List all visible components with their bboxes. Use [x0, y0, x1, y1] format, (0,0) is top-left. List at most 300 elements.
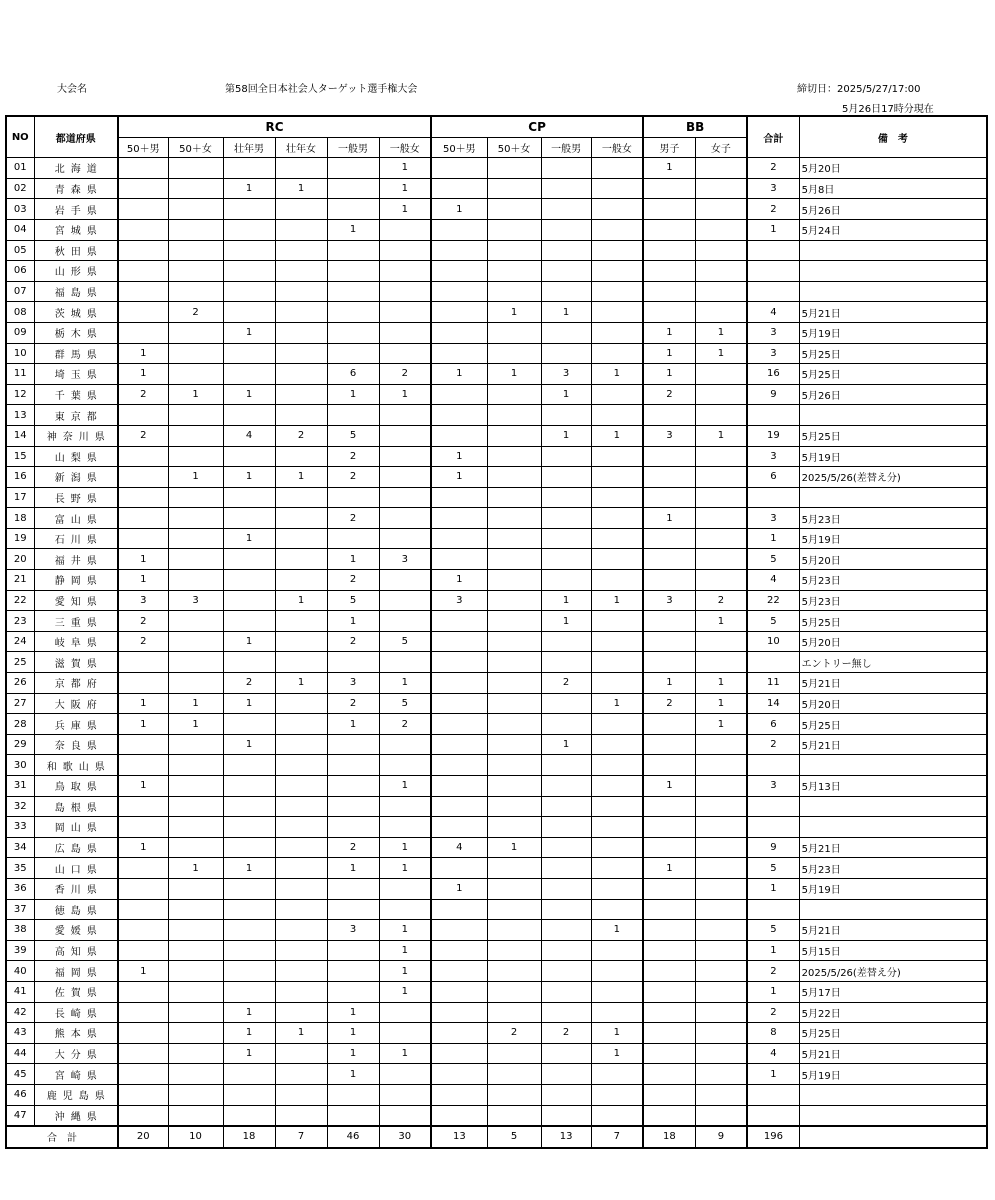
entry-count-cell: [541, 570, 591, 591]
entry-count-cell: [541, 776, 591, 797]
entry-count-cell: 1: [118, 570, 168, 591]
entry-count-cell: [591, 961, 643, 982]
row-no: 33: [6, 817, 34, 838]
row-total: 5: [747, 549, 799, 570]
entry-count-cell: [275, 714, 327, 735]
entry-count-cell: [431, 755, 487, 776]
entry-count-cell: 5: [327, 590, 379, 611]
table-row: [6, 425, 987, 446]
row-note: 5月19日: [799, 1064, 987, 1085]
totals-cell: 7: [275, 1126, 327, 1148]
row-prefecture: 島根県: [34, 796, 118, 817]
table-row: [6, 384, 987, 405]
entry-count-cell: [275, 405, 327, 426]
row-prefecture: 三重県: [34, 611, 118, 632]
row-prefecture: 神奈川県: [34, 425, 118, 446]
row-note: 5月15日: [799, 940, 987, 961]
entry-count-cell: [223, 961, 275, 982]
entry-count-cell: [431, 899, 487, 920]
row-note: 5月20日: [799, 549, 987, 570]
entry-count-cell: [695, 240, 747, 261]
entry-count-cell: [695, 1105, 747, 1126]
entry-count-cell: [379, 302, 431, 323]
entry-count-cell: [327, 734, 379, 755]
entry-count-cell: [541, 631, 591, 652]
entry-count-cell: [695, 199, 747, 220]
entry-count-cell: [118, 487, 168, 508]
entry-count-cell: [431, 158, 487, 179]
entry-count-cell: [487, 920, 541, 941]
table-row: [6, 302, 987, 323]
entry-count-cell: [695, 570, 747, 591]
entry-count-cell: [327, 652, 379, 673]
entry-count-cell: [487, 1043, 541, 1064]
entry-count-cell: [327, 961, 379, 982]
entry-count-cell: [168, 446, 223, 467]
entry-count-cell: [431, 219, 487, 240]
entry-count-cell: [487, 405, 541, 426]
row-prefecture: 岐阜県: [34, 631, 118, 652]
entry-count-cell: [118, 281, 168, 302]
entry-count-cell: [379, 878, 431, 899]
entry-count-cell: [695, 1084, 747, 1105]
entry-count-cell: [118, 1064, 168, 1085]
entry-count-cell: [223, 549, 275, 570]
row-note: 5月20日: [799, 631, 987, 652]
entry-count-cell: [327, 981, 379, 1002]
entry-count-cell: [695, 446, 747, 467]
entry-count-cell: [643, 961, 695, 982]
entry-count-cell: [695, 776, 747, 797]
entry-count-cell: [379, 322, 431, 343]
entry-count-cell: [643, 528, 695, 549]
entry-count-cell: [643, 219, 695, 240]
entry-count-cell: 1: [223, 734, 275, 755]
entry-count-cell: [591, 261, 643, 282]
entry-count-cell: 1: [379, 961, 431, 982]
entry-count-cell: [695, 920, 747, 941]
row-no: 21: [6, 570, 34, 591]
entry-count-cell: [168, 281, 223, 302]
row-total: 2: [747, 1002, 799, 1023]
table-row: [6, 776, 987, 797]
table-row: [6, 281, 987, 302]
table-row: [6, 858, 987, 879]
row-note: 5月26日: [799, 384, 987, 405]
row-note: 5月21日: [799, 1043, 987, 1064]
entry-count-cell: [591, 570, 643, 591]
row-no: 44: [6, 1043, 34, 1064]
entry-count-cell: 1: [591, 920, 643, 941]
entry-count-cell: [168, 199, 223, 220]
entry-count-cell: 1: [223, 631, 275, 652]
entry-count-cell: [168, 528, 223, 549]
entry-count-cell: [695, 178, 747, 199]
entry-count-cell: [695, 487, 747, 508]
entry-count-cell: [118, 178, 168, 199]
subheader-cell: 一般男: [327, 137, 379, 158]
totals-cell: 20: [118, 1126, 168, 1148]
entry-count-cell: [591, 528, 643, 549]
row-prefecture: 千葉県: [34, 384, 118, 405]
entry-count-cell: 1: [541, 611, 591, 632]
entry-count-cell: [223, 343, 275, 364]
entry-count-cell: [223, 199, 275, 220]
table-row: [6, 199, 987, 220]
entry-count-cell: [643, 199, 695, 220]
entry-count-cell: 1: [431, 467, 487, 488]
row-prefecture: 宮城県: [34, 219, 118, 240]
entry-count-cell: [643, 1023, 695, 1044]
entry-count-cell: [275, 899, 327, 920]
entry-count-cell: [168, 1002, 223, 1023]
entry-count-cell: 2: [541, 673, 591, 694]
entry-count-cell: [431, 693, 487, 714]
entry-count-cell: [275, 322, 327, 343]
table-row: [6, 590, 987, 611]
entry-count-cell: [487, 673, 541, 694]
entry-count-cell: [118, 1002, 168, 1023]
entry-count-cell: 1: [379, 920, 431, 941]
entry-count-cell: [379, 899, 431, 920]
entry-count-cell: [695, 961, 747, 982]
entry-count-cell: [487, 961, 541, 982]
row-note: 2025/5/26(差替え分): [799, 467, 987, 488]
entry-count-cell: 5: [379, 631, 431, 652]
entry-count-cell: [695, 652, 747, 673]
entry-count-cell: 5: [327, 425, 379, 446]
entry-count-cell: [431, 981, 487, 1002]
entry-count-cell: [379, 817, 431, 838]
entry-count-cell: [431, 734, 487, 755]
entry-count-cell: 2: [327, 631, 379, 652]
row-no: 36: [6, 878, 34, 899]
entry-count-cell: [431, 1084, 487, 1105]
subheader-cell: 女子: [695, 137, 747, 158]
entry-count-cell: [591, 817, 643, 838]
entry-count-cell: [643, 1084, 695, 1105]
entry-count-cell: [591, 1105, 643, 1126]
entry-count-cell: [223, 487, 275, 508]
entry-count-cell: [168, 1023, 223, 1044]
entry-count-cell: 1: [327, 549, 379, 570]
entry-count-cell: [487, 714, 541, 735]
entry-count-cell: [541, 1043, 591, 1064]
row-no: 45: [6, 1064, 34, 1085]
entry-count-cell: [223, 219, 275, 240]
entry-count-cell: [591, 878, 643, 899]
row-total: 1: [747, 219, 799, 240]
entry-count-cell: [118, 199, 168, 220]
entry-count-cell: 1: [275, 1023, 327, 1044]
row-total: 5: [747, 920, 799, 941]
entry-count-cell: [275, 817, 327, 838]
table-row: [6, 796, 987, 817]
entry-count-cell: [223, 405, 275, 426]
entry-count-cell: [168, 961, 223, 982]
entry-count-cell: [327, 940, 379, 961]
entry-count-cell: 1: [223, 1023, 275, 1044]
totals-cell: 18: [643, 1126, 695, 1148]
entry-count-cell: [275, 1084, 327, 1105]
row-no: 15: [6, 446, 34, 467]
entry-count-cell: [431, 384, 487, 405]
row-note: 5月21日: [799, 920, 987, 941]
entry-count-cell: [487, 1002, 541, 1023]
entry-count-cell: 1: [591, 590, 643, 611]
row-note: 5月25日: [799, 611, 987, 632]
entry-count-cell: 2: [327, 467, 379, 488]
entry-count-cell: [643, 837, 695, 858]
entry-count-cell: [275, 961, 327, 982]
entry-count-cell: [168, 240, 223, 261]
row-note: 5月23日: [799, 570, 987, 591]
entry-count-cell: [695, 549, 747, 570]
entry-count-cell: [431, 611, 487, 632]
entry-count-cell: [118, 981, 168, 1002]
entry-count-cell: 2: [327, 837, 379, 858]
entry-count-cell: [541, 446, 591, 467]
table-row: [6, 734, 987, 755]
as-of-date: 5月26日17時分現在: [842, 104, 934, 115]
row-note: [799, 796, 987, 817]
entry-count-cell: [487, 508, 541, 529]
entry-count-cell: [275, 920, 327, 941]
row-no: 38: [6, 920, 34, 941]
entry-count-cell: [168, 776, 223, 797]
entry-count-cell: [541, 199, 591, 220]
entry-count-cell: [327, 878, 379, 899]
entry-count-cell: [327, 528, 379, 549]
entry-count-cell: [541, 714, 591, 735]
entry-count-cell: [591, 487, 643, 508]
row-note: [799, 487, 987, 508]
row-total: 6: [747, 714, 799, 735]
entry-count-cell: [275, 364, 327, 385]
entry-count-cell: [643, 878, 695, 899]
subheader-cell: 50＋男: [118, 137, 168, 158]
entry-count-cell: 1: [695, 322, 747, 343]
entry-count-cell: [487, 570, 541, 591]
entry-count-cell: [643, 446, 695, 467]
entry-count-cell: [487, 528, 541, 549]
row-note: 5月26日: [799, 199, 987, 220]
row-note: [799, 1084, 987, 1105]
entry-count-cell: [118, 920, 168, 941]
entry-count-cell: 1: [431, 570, 487, 591]
entry-count-cell: [541, 487, 591, 508]
row-total: [747, 899, 799, 920]
entry-count-cell: [379, 508, 431, 529]
entry-count-cell: [275, 446, 327, 467]
entry-count-cell: [168, 549, 223, 570]
entry-count-cell: [275, 528, 327, 549]
entry-count-cell: [643, 714, 695, 735]
entry-count-cell: 2: [327, 570, 379, 591]
entry-count-cell: [327, 796, 379, 817]
deadline: 締切日：2025/5/27/17:00: [797, 84, 921, 95]
row-prefecture: 福井県: [34, 549, 118, 570]
entry-count-cell: 1: [379, 158, 431, 179]
entry-count-cell: [591, 549, 643, 570]
row-prefecture: 岡山県: [34, 817, 118, 838]
entry-count-cell: [591, 322, 643, 343]
entry-count-cell: [275, 199, 327, 220]
entry-count-cell: [379, 652, 431, 673]
row-total: [747, 796, 799, 817]
entry-count-cell: [327, 322, 379, 343]
entry-count-cell: [695, 261, 747, 282]
entry-count-cell: [591, 734, 643, 755]
table-row: [6, 1084, 987, 1105]
row-total: 2: [747, 199, 799, 220]
entry-count-cell: [379, 405, 431, 426]
row-note: [799, 817, 987, 838]
entry-count-cell: [223, 899, 275, 920]
entry-count-cell: [223, 281, 275, 302]
row-note: 5月23日: [799, 858, 987, 879]
row-total: [747, 240, 799, 261]
entry-count-cell: 1: [118, 776, 168, 797]
table-row: [6, 158, 987, 179]
entry-count-cell: [223, 714, 275, 735]
entry-count-cell: [379, 425, 431, 446]
entry-count-cell: 1: [275, 467, 327, 488]
entry-count-cell: [275, 981, 327, 1002]
table-row: [6, 219, 987, 240]
entry-count-cell: [643, 487, 695, 508]
row-total: 9: [747, 837, 799, 858]
entry-count-cell: [695, 858, 747, 879]
table-row: [6, 940, 987, 961]
row-note: 5月23日: [799, 508, 987, 529]
row-note: 5月20日: [799, 693, 987, 714]
row-total: 2: [747, 158, 799, 179]
table-row: [6, 817, 987, 838]
row-note: 5月25日: [799, 1023, 987, 1044]
entry-count-cell: 1: [379, 1043, 431, 1064]
entry-count-cell: [487, 467, 541, 488]
row-no: 43: [6, 1023, 34, 1044]
row-note: [799, 281, 987, 302]
totals-label: 合 計: [6, 1126, 118, 1148]
entry-count-cell: [487, 817, 541, 838]
entry-count-cell: [431, 1064, 487, 1085]
entry-count-cell: [695, 508, 747, 529]
totals-cell: 10: [168, 1126, 223, 1148]
row-prefecture: 佐賀県: [34, 981, 118, 1002]
entry-count-cell: [168, 343, 223, 364]
entry-count-cell: 3: [118, 590, 168, 611]
entry-count-cell: [591, 796, 643, 817]
row-prefecture: 東京都: [34, 405, 118, 426]
row-note: 5月8日: [799, 178, 987, 199]
entry-count-cell: [643, 1002, 695, 1023]
entry-count-cell: [487, 487, 541, 508]
entry-count-cell: [275, 302, 327, 323]
entry-count-cell: [431, 302, 487, 323]
entry-count-cell: [695, 281, 747, 302]
entry-count-cell: 1: [643, 776, 695, 797]
row-total: 5: [747, 858, 799, 879]
entry-count-cell: [431, 961, 487, 982]
entry-count-cell: 3: [643, 590, 695, 611]
entry-count-cell: [118, 1043, 168, 1064]
row-note: 5月13日: [799, 776, 987, 797]
entry-count-cell: [379, 528, 431, 549]
row-total: [747, 652, 799, 673]
row-total: 4: [747, 302, 799, 323]
row-no: 41: [6, 981, 34, 1002]
entry-count-cell: [118, 673, 168, 694]
entry-count-cell: [223, 611, 275, 632]
row-prefecture: 福島県: [34, 281, 118, 302]
entry-count-cell: [487, 240, 541, 261]
entry-count-cell: 2: [118, 631, 168, 652]
row-note: [799, 240, 987, 261]
row-prefecture: 鹿児島県: [34, 1084, 118, 1105]
entry-count-cell: [431, 261, 487, 282]
entry-count-cell: [643, 1043, 695, 1064]
entry-count-cell: 1: [223, 858, 275, 879]
entry-count-cell: 1: [118, 343, 168, 364]
entry-count-cell: 1: [541, 590, 591, 611]
entry-count-cell: [695, 755, 747, 776]
entry-count-cell: [327, 405, 379, 426]
entry-count-cell: [541, 158, 591, 179]
entry-count-cell: [591, 755, 643, 776]
entry-count-cell: [327, 178, 379, 199]
entry-count-cell: [275, 652, 327, 673]
entry-count-cell: [541, 467, 591, 488]
entry-count-cell: [168, 899, 223, 920]
entry-count-cell: [541, 549, 591, 570]
entry-count-cell: [487, 322, 541, 343]
entry-count-cell: [591, 652, 643, 673]
row-note: 5月19日: [799, 878, 987, 899]
row-total: [747, 755, 799, 776]
entry-count-cell: 1: [487, 364, 541, 385]
entry-count-cell: [541, 261, 591, 282]
entry-count-cell: [379, 1023, 431, 1044]
entry-count-cell: [379, 755, 431, 776]
entry-count-cell: [487, 940, 541, 961]
table-row: [6, 920, 987, 941]
row-prefecture: 富山県: [34, 508, 118, 529]
entry-count-cell: [431, 405, 487, 426]
entry-count-cell: [168, 981, 223, 1002]
row-no: 16: [6, 467, 34, 488]
entry-count-cell: [643, 570, 695, 591]
entry-count-cell: [591, 178, 643, 199]
row-prefecture: 熊本県: [34, 1023, 118, 1044]
entry-count-cell: 2: [643, 693, 695, 714]
entry-count-cell: [695, 817, 747, 838]
entry-count-cell: [275, 693, 327, 714]
entry-count-cell: 3: [431, 590, 487, 611]
entry-count-cell: [379, 487, 431, 508]
row-prefecture: 宮崎県: [34, 1064, 118, 1085]
row-no: 39: [6, 940, 34, 961]
entry-count-cell: [487, 343, 541, 364]
row-no: 10: [6, 343, 34, 364]
entry-count-cell: [168, 796, 223, 817]
entry-count-cell: [431, 240, 487, 261]
entry-count-cell: [541, 343, 591, 364]
row-total: 1: [747, 528, 799, 549]
entry-count-cell: [541, 178, 591, 199]
entry-count-cell: 1: [431, 199, 487, 220]
